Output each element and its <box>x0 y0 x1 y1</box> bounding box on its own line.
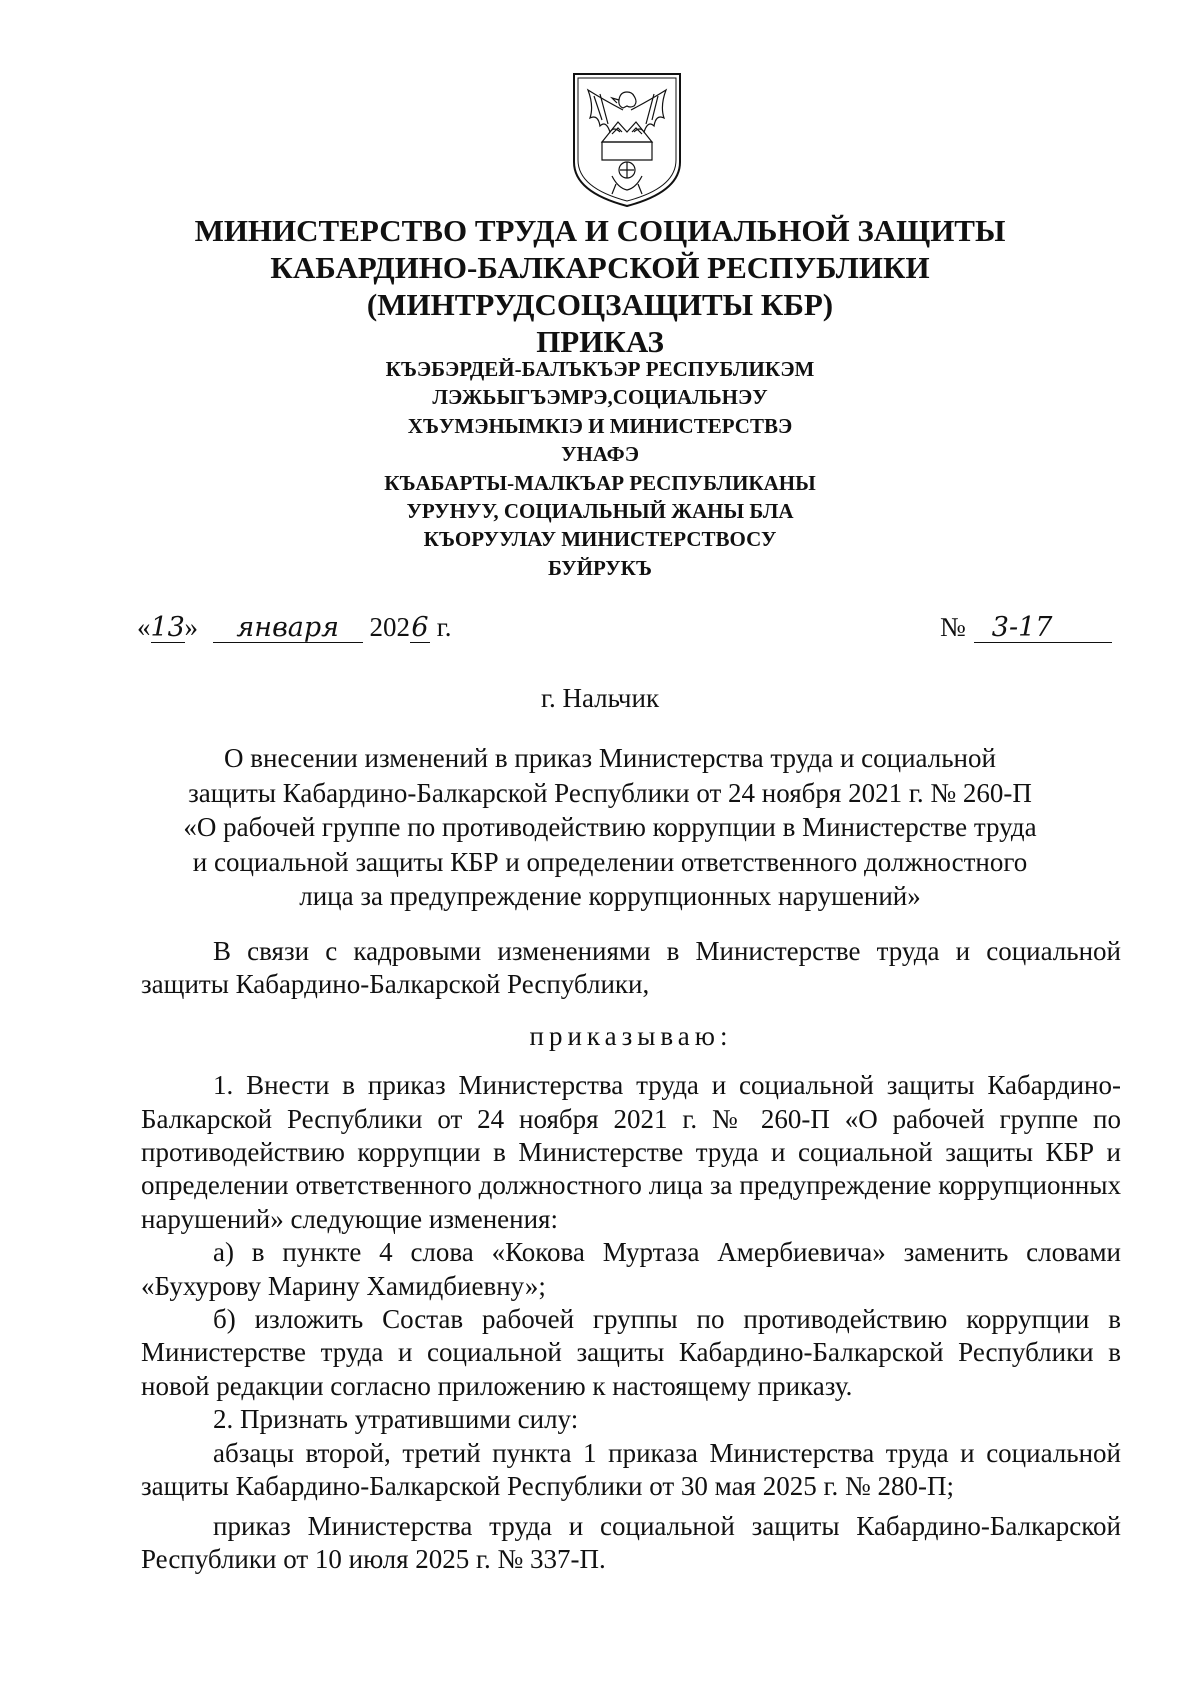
balkar-header-line: КЪОРУУЛАУ МИНИСТЕРСТВОСУ <box>423 527 777 552</box>
date-month-handwritten: января <box>213 614 363 643</box>
order-title-line: лица за предупреждение коррупционных нарушений» <box>299 881 921 912</box>
kabardian-order-word: УНАФЭ <box>561 442 639 467</box>
ministry-name-line: МИНИСТЕРСТВО ТРУДА И СОЦИАЛЬНОЙ ЗАЩИТЫ <box>194 213 1006 248</box>
number-label: № <box>940 612 966 642</box>
kabardian-header-line: ЛЭЖЬЫГЪЭМРЭ,СОЦИАЛЬНЭУ <box>432 385 768 410</box>
ministry-name-line: КАБАРДИНО-БАЛКАРСКОЙ РЕСПУБЛИКИ <box>270 250 930 285</box>
order-title <box>150 741 1070 914</box>
clause-1b-paragraph: б) изложить Состав рабочей группы по противодействию коррупции в Министерстве труда и социальной защиты Кабардино-Балкарской Республики в новой редакции согласно приложению к настоящему приказу. <box>141 1304 1121 1401</box>
date-year-digit-handwritten: 6 <box>411 612 429 643</box>
date-year-prefix: 202 <box>369 612 410 642</box>
order-title-line: О внесении изменений в приказ Министерства труда и социальной <box>224 743 996 773</box>
date-day-handwritten: 13 <box>150 612 185 643</box>
date-open-quote: « <box>137 612 151 642</box>
order-title-line: защиты Кабардино-Балкарской Республики от 24 ноября 2021 г. № 260-П <box>188 777 1032 808</box>
order-body <box>141 935 1121 1576</box>
city-of-issue: г. Нальчик <box>540 683 660 713</box>
document-date <box>137 612 452 643</box>
document-number <box>940 612 1112 643</box>
kabardian-header-line: КЪЭБЭРДЕЙ-БАЛЪКЪЭР РЕСПУБЛИКЭМ <box>385 357 815 381</box>
kabardian-header-line: ХЪУМЭНЫМКIЭ И МИНИСТЕРСТВЭ <box>407 413 793 438</box>
balkar-order-word: БУЙРУКЪ <box>548 555 652 580</box>
document-type-heading: ПРИКАЗ <box>536 324 664 359</box>
date-year-suffix: г. <box>436 612 452 642</box>
clause-2-item-paragraph: абзацы второй, третий пункта 1 приказа Министерства труда и социальной защиты Кабардино-Балкарской Республики от 30 мая 2025 г. № 280-П; <box>141 1437 1121 1502</box>
order-title-line: и социальной защиты КБР и определении ответственного должностного <box>192 846 1028 877</box>
clause-2-paragraph: 2. Признать утратившими силу: <box>213 1404 579 1435</box>
clause-1-paragraph: 1. Внести в приказ Министерства труда и социальной защиты Кабардино-Балкарской Республики от 24 ноября 2021 г. № 260-П «О рабочей группе по противодействию коррупции в Министерстве труда и социальной защиты КБР и определении ответственного должностного лица за предупреждение коррупционных нарушений» следующие изменения: <box>141 1070 1121 1234</box>
coat-of-arms-emblem <box>568 70 686 210</box>
date-close-quote: » <box>184 612 198 642</box>
balkar-header-line: УРУНУУ, СОЦИАЛЬНЫЙ ЖАНЫ БЛА <box>406 499 794 524</box>
clause-2-item-paragraph: приказ Министерства труда и социальной защиты Кабардино-Балкарской Республики от 10 июля 2025 г. № 337-П. <box>141 1510 1121 1574</box>
clause-1a-paragraph: а) в пункте 4 слова «Кокова Муртаза Амербиевича» заменить словами «Бухурову Марину Хамидбиевну»; <box>141 1237 1121 1301</box>
ministry-name-russian <box>0 212 1200 360</box>
number-value-handwritten: 3-17 <box>974 614 1112 643</box>
preamble-paragraph: В связи с кадровыми изменениями в Министерстве труда и социальной защиты Кабардино-Балкарской Республики, <box>141 936 1121 1000</box>
balkar-header-line: КЪАБАРТЫ-МАЛКЪАР РЕСПУБЛИКАНЫ <box>384 470 816 495</box>
order-title-line: «О рабочей группе по противодействию коррупции в Министерстве труда <box>183 812 1037 843</box>
ministry-abbreviation: (МИНТРУДСОЦЗАЩИТЫ КБР) <box>366 287 834 322</box>
order-word: приказываю: <box>529 1020 733 1051</box>
ministry-name-national-languages <box>0 355 1200 582</box>
